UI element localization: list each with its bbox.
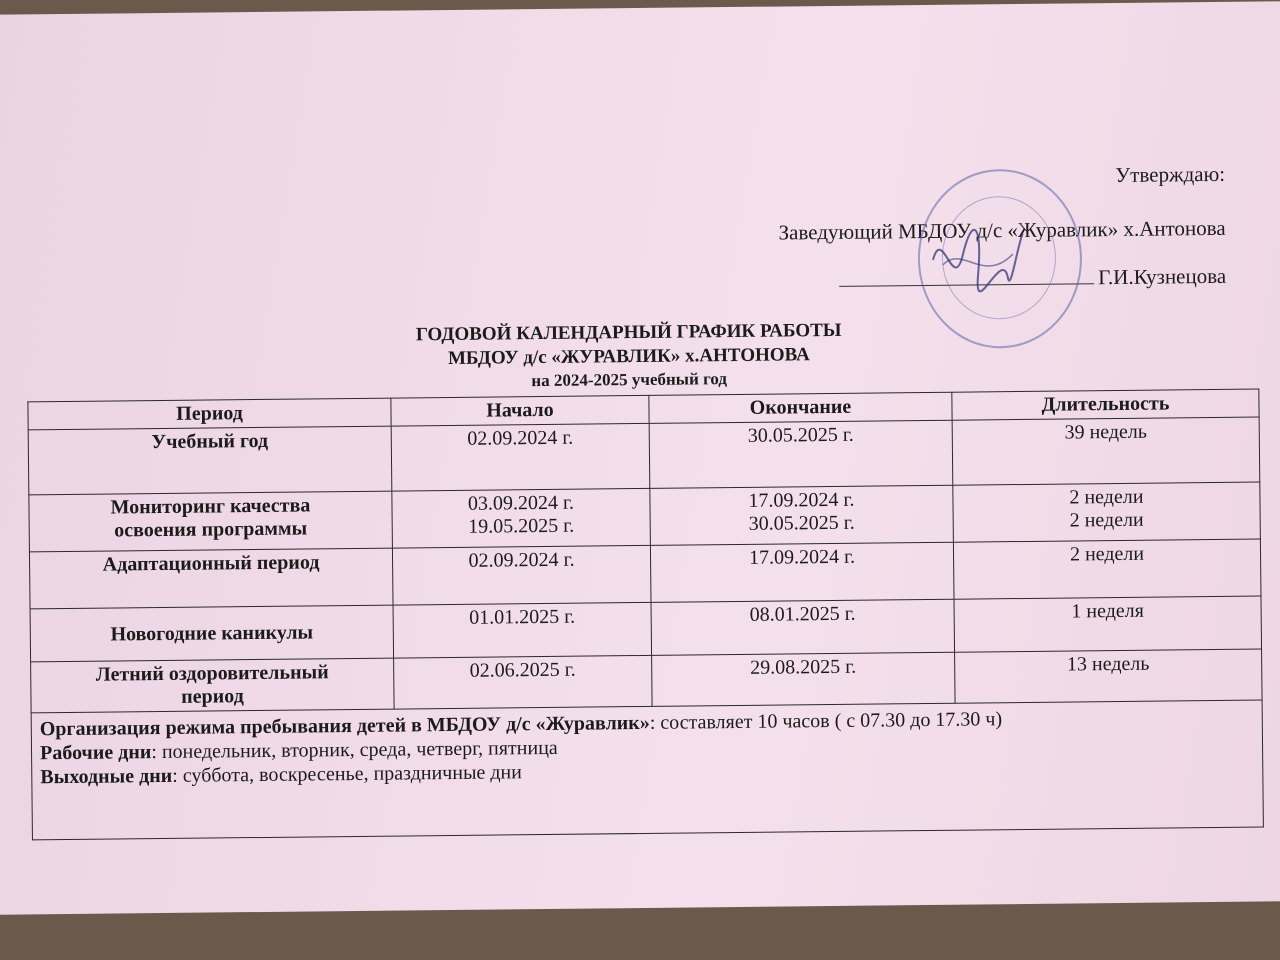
- duration-value: 2 недели: [1069, 508, 1144, 532]
- info-row: [31, 700, 1263, 840]
- period-line: период: [181, 685, 244, 708]
- duration-cell: 39 недель: [952, 417, 1260, 485]
- end-cell: 17.09.2024 г.: [650, 542, 954, 602]
- duration-cell: 1 неделя: [954, 596, 1262, 652]
- header-start: Начало: [391, 395, 649, 426]
- weekends-label: Выходные дни: [40, 764, 173, 789]
- duration-cell: [953, 482, 1261, 542]
- document-title: ГОДОВОЙ КАЛЕНДАРНЫЙ ГРАФИК РАБОТЫ: [415, 319, 842, 346]
- start-cell: [392, 488, 651, 548]
- period-cell: [29, 491, 393, 552]
- start-cell: 01.01.2025 г.: [393, 602, 652, 658]
- approval-heading: Утверждаю:: [1115, 161, 1226, 188]
- workdays-value: : понедельник, вторник, среда, четверг, пятница: [151, 736, 558, 764]
- handwritten-signature: [922, 204, 1033, 305]
- period-cell: Учебный год: [28, 426, 392, 495]
- period-line: освоения программы: [114, 517, 308, 542]
- end-cell: 29.08.2025 г.: [652, 652, 956, 706]
- start-cell: 02.06.2025 г.: [394, 655, 653, 709]
- end-cell: [650, 485, 954, 545]
- start-cell: 02.09.2024 г.: [391, 423, 650, 491]
- signatory-name: Г.И.Кузнецова: [1098, 263, 1227, 290]
- start-date: 03.09.2024 г.: [467, 491, 575, 515]
- info-cell: [31, 700, 1263, 840]
- end-date: 30.05.2025 г.: [748, 511, 855, 535]
- start-date: 19.05.2025 г.: [468, 514, 575, 538]
- duration-cell: 2 недели: [953, 539, 1261, 599]
- start-cell: 02.09.2024 г.: [392, 545, 651, 605]
- end-cell: 30.05.2025 г.: [649, 420, 953, 488]
- document-sheet: [0, 1, 1280, 915]
- period-cell: Адаптационный период: [29, 548, 393, 609]
- header-duration: Длительность: [952, 389, 1259, 420]
- regime-label: Организация режима пребывания детей в МБДОУ д/с «Журавлик»: [39, 711, 650, 741]
- approval-position: Заведующий МБДОУ д/с «Журавлик» х.Антонова: [778, 215, 1226, 245]
- weekends-value: : суббота, воскресенье, праздничные дни: [172, 761, 523, 787]
- schedule-table: [27, 389, 1264, 841]
- workdays-label: Рабочие дни: [39, 741, 152, 765]
- academic-year: на 2024-2025 учебный год: [531, 369, 728, 391]
- regime-value: : составляет 10 часов ( с 07.30 до 17.30 ч): [649, 708, 1003, 734]
- period-cell: Новогодние каникулы: [30, 605, 394, 662]
- end-cell: 08.01.2025 г.: [651, 599, 955, 655]
- period-cell: [31, 658, 395, 713]
- header-end: Окончание: [649, 392, 952, 423]
- organization-title: МБДОУ д/с «ЖУРАВЛИК» х.АНТОНОВА: [447, 344, 810, 370]
- duration-value: 2 недели: [1069, 485, 1144, 509]
- duration-cell: 13 недель: [955, 649, 1263, 703]
- header-period: Период: [28, 398, 391, 430]
- period-line: Летний оздоровительный: [95, 661, 329, 686]
- period-line: Мониторинг качества: [110, 494, 311, 519]
- end-date: 17.09.2024 г.: [748, 488, 855, 512]
